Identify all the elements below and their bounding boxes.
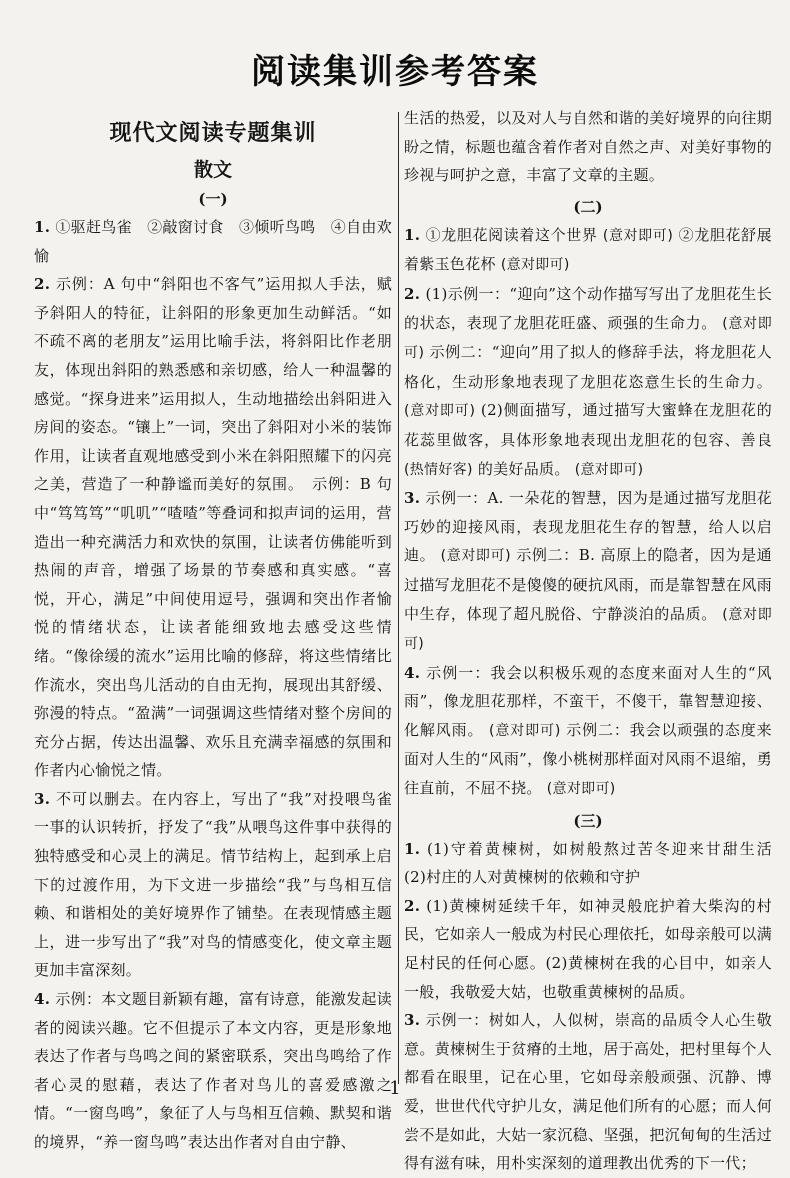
- answer-number: 4.: [34, 990, 51, 1009]
- answer-item: [404, 221, 772, 280]
- answer-note: (意对即可): [574, 461, 644, 478]
- answer-text: 示例一：我会以积极乐观的态度来面对人生的“风雨”，像龙胆花那样，不蛮干，不傻干，靠智慧迎接、化解风雨。: [404, 663, 772, 739]
- genre-title: 散文: [193, 159, 232, 181]
- answer-text: (2)侧面描写，通过描写大蜜蜂在龙胆花的花蕊里做客，具体形象地表现出龙胆花的包容、善良: [404, 401, 772, 449]
- part-label: (二): [573, 197, 603, 216]
- answer-number: 3.: [34, 789, 51, 808]
- answer-note: (意对即可): [440, 548, 511, 565]
- answer-note: (意对即可): [404, 606, 772, 653]
- answer-note: (热情好客): [404, 461, 473, 478]
- answer-text: 示例：A 句中“斜阳也不客气”运用拟人手法，赋予斜阳人的特征，让斜阳的形象更加生动鲜活。“如不疏不离的老朋友”运用比喻手法，将斜阳比作老朋友，体现出斜阳的熟悉感和亲切感，给人一种温馨的感觉。“探身进来”运用拟人，生动地描绘出斜阳进入房间的姿态。“镶上”一词，突出了斜阳对小米的装饰作用，让读者直观地感受到小米在斜阳照耀下的闪亮之美，营造了一种静谧而美好的氛围。 示例：B 句中“笃笃笃”“叽叽”“喳喳”等叠词和拟声词的运用，营造出一种充满活力和欢快的氛围，让读者仿佛能听到热闹的声音，增强了场景的节奏感和真实感。“喜悦，开心，满足”中间使用逗号，强调和突出作者愉悦的情绪状态，让读者能细致地去感受这些情绪。“像徐缓的流水”运用比喻的修辞，将这些情绪比作流水，突出鸟儿活动的自由无拘，展现出其舒缓、弥漫的特点。“盈满”一词强调这些情绪对整个房间的充分占据，传达出温馨、欢乐且充满幸福感的氛围和作者内心愉悦之情。: [34, 275, 392, 780]
- answer-text: (1)守着黄楝树，如树般熬过苦冬迎来甘甜生活 (2)村庄的人对黄楝树的依赖和守护: [404, 839, 788, 887]
- answer-text: ①龙胆花阅读着这个世界: [425, 225, 598, 244]
- answer-item: [404, 484, 772, 659]
- answer-note: (意对即可): [546, 781, 616, 798]
- answer-note: (意对即可): [404, 403, 476, 420]
- answer-number: 4.: [404, 663, 421, 682]
- answer-text: (1)示例一：“迎向”这个动作描写写出了龙胆花生长的状态，表现了龙胆花旺盛、顽强的生命力。: [404, 284, 772, 332]
- answer-number: 2.: [404, 284, 421, 303]
- answer-item: [34, 785, 392, 985]
- answer-note: (意对即可): [404, 315, 772, 362]
- answer-number: 1.: [34, 218, 51, 236]
- answer-text: ①驱赶鸟雀 ②敲窗讨食 ③倾听鸟鸣 ④自由欢愉: [34, 218, 392, 265]
- answer-item: [404, 892, 772, 1006]
- answer-item: [34, 270, 392, 785]
- answer-note: (意对即可): [602, 227, 674, 244]
- answer-text: 不可以删去。在内容上，写出了“我”对投喂鸟雀一事的认识转折，抒发了“我”从喂鸟这件事中获得的独特感受和心灵上的满足。情节结构上，起到承上启下的过渡作用，为下文进一步描绘“我”与鸟相互信赖、和谐相处的美好境界作了铺垫。在表现情感主题上，进一步写出了“我”对鸟的情感变化，使文章主题更加丰富深刻。: [34, 789, 392, 980]
- part-label: (三): [573, 811, 603, 830]
- answer-text: 示例一：树如人，人似树，崇高的品质令人心生敬意。黄楝树生于贫瘠的土地，居于高处，把村里每个人都看在眼里，记在心里，它如母亲般顽强、沉静、博爱，世世代代守护儿女，满足他们所有的心愿；而人何尝不是如此，大姑一家沉稳、坚强，把沉甸甸的生活过得有滋有味，用朴实深刻的道理教出优秀的下一代；: [404, 1011, 772, 1173]
- answer-number: 3.: [404, 1011, 421, 1030]
- section-title: 现代文阅读专题集训: [109, 121, 317, 146]
- answer-text: (1)黄楝树延续千年，如神灵般庇护着大柴沟的村民，它如亲人一般成为村民心理依托，如母亲般可以满足村民的任何心愿。(2)黄楝树在我的心目中，如亲人一般，我敬爱大姑，也敬重黄楝树的品质。: [404, 896, 772, 1001]
- answer-number: 1.: [404, 839, 421, 858]
- answer-item: [404, 659, 772, 804]
- answer-text: 示例二：B. 高原上的隐者，因为是通过描写龙胆花不是傻傻的硬抗风雨，而是靠智慧在风雨中生存，体现了超凡脱俗、宁静淡泊的品质。: [404, 546, 772, 623]
- answer-note: (意对即可): [500, 257, 570, 274]
- answer-continuation: 生活的热爱，以及对人与自然和谐的美好境界的向往期盼之情，标题也蕴含着作者对自然之声、对美好事物的珍视与呵护之意，丰富了文章的主题。: [404, 109, 772, 185]
- right-column: [404, 100, 788, 1178]
- answer-number: 2.: [404, 896, 421, 915]
- answer-number: 2.: [34, 275, 51, 294]
- left-column: [34, 100, 392, 1157]
- answer-text: ②龙胆花舒展着紫玉色花杯: [404, 225, 772, 274]
- page-number: 1: [389, 1078, 401, 1099]
- answer-text: 示例一：A. 一朵花的智慧，因为是通过描写龙胆花巧妙的迎接风雨，表现龙胆花生存的智慧，给人以启迪。: [404, 489, 772, 565]
- answer-text: 示例二：“迎向”用了拟人的修辞手法，将龙胆花人格化，生动形象地表现了龙胆花恣意生长的生命力。: [404, 343, 772, 391]
- answer-text: 示例：本文题目新颖有趣，富有诗意，能激发起读者的阅读兴趣。它不但提示了本文内容，更是形象地表达了作者与鸟鸣之间的紧密联系，突出鸟鸣给了作者心灵的慰藉，表达了作者对鸟儿的喜爱感激之情。“一窗鸟鸣”，象征了人与鸟相互信赖、默契和谐的境界，“养一窗鸟鸣”表达出作者对自由宁静、: [34, 990, 392, 1151]
- answer-number: 3.: [404, 489, 421, 508]
- answer-item: [34, 985, 392, 1157]
- column-divider: [398, 112, 399, 1084]
- answer-number: 1.: [404, 225, 421, 244]
- page-title: 阅读集训参考答案: [251, 52, 539, 92]
- part-label: (一): [198, 190, 228, 208]
- answer-text: 示例二：我会以顽强的态度来面对人生的“风雨”，像小桃树那样面对风雨不退缩，勇往直前，不屈不挠。: [404, 720, 772, 798]
- answer-item: [404, 280, 772, 484]
- answer-note: (意对即可): [489, 722, 561, 739]
- answer-item: [34, 213, 392, 270]
- answer-item: [404, 835, 788, 892]
- answer-text: 的美好品质。: [477, 459, 570, 478]
